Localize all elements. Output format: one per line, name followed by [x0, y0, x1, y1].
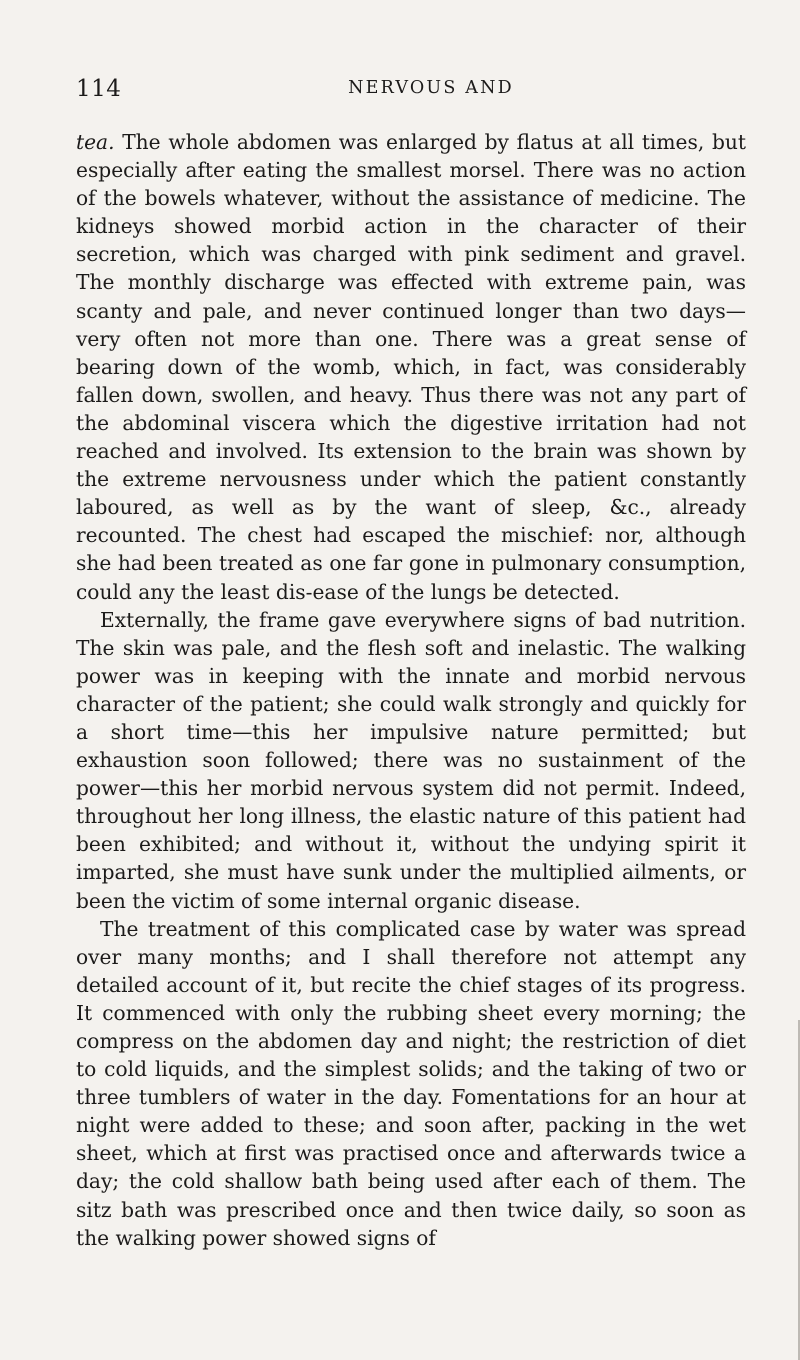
running-head: [76, 76, 746, 106]
running-title: NERVOUS AND: [348, 78, 514, 98]
paragraph-2: Externally, the frame gave everywhere signs of bad nutrition. The skin was pale, and the flesh soft and inelastic. The walking power was in keeping with the innate and morbid nervous character of the patient; she could walk strongly and quickly for a short time—this her impulsive nature permitted; but exhaustion soon followed; there was no sustainment of the power—this her morbid nervous system did not permit. Indeed, throughout her long illness, the elastic nature of this patient had been exhibited; and without it, without the undying spirit it imparted, she must have sunk under the multiplied ailments, or been the victim of some internal organic disease.: [76, 607, 746, 913]
paragraph-1-text: The whole abdomen was enlarged by flatus at all times, but especially after eating the smallest morsel. There was no action of the bowels whatever, without the assistance of medicine. The kidneys showed morbid action in the character of their secretion, which was charged with pink sediment and gravel. The monthly discharge was effected with extreme pain, was scanty and pale, and never continued longer than two days—very often not more than one. There was a great sense of bearing down of the womb, which, in fact, was considerably fallen down, swollen, and heavy. Thus there was not any part of the abdominal viscera which the digestive irritation had not reached and involved. Its extension to the brain was shown by the extreme nervousness under which the patient constantly laboured, as well as by the want of sleep, &c., already recounted. The chest had escaped the mischief: nor, although she had been treated as one far gone in pulmonary consumption, could any the least dis-ease of the lungs be detected.: [76, 130, 746, 604]
page-number: 114: [76, 76, 122, 102]
book-page: [76, 76, 746, 1252]
paragraph-1-lead-italic: tea.: [76, 130, 115, 154]
body-text: [76, 128, 746, 1252]
paragraph-3: The treatment of this complicated case by water was spread over many months; and I shall therefore not attempt any detailed account of it, but recite the chief stages of its progress. It commenced with only the rubbing sheet every morning; the compress on the abdomen day and night; the restriction of diet to cold liquids, and the simplest solids; and the taking of two or three tumblers of water in the day. Fomentations for an hour at night were added to these; and soon after, packing in the wet sheet, which at first was practised once and afterwards twice a day; the cold shallow bath being used after each of them. The sitz bath was prescribed once and then twice daily, so soon as the walking power showed signs of: [76, 916, 746, 1250]
paragraph-1: [76, 128, 746, 606]
